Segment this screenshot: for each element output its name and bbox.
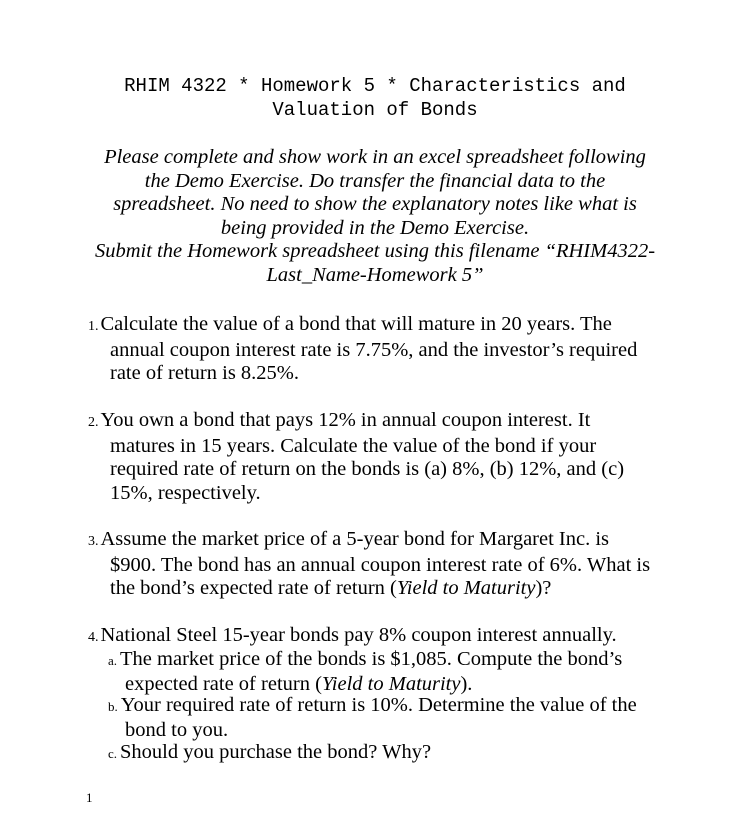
question-text: 15%, respectively. [110,481,261,504]
question-1-line-1 [88,313,688,339]
sub-question-text: ). [460,672,473,695]
question-text: annual coupon interest rate is 7.75%, and the investor’s required [110,338,638,361]
page-number: 1 [86,790,93,805]
question-3-line-1 [88,528,688,554]
question-4a-line-2 [108,673,688,697]
question-4b-line-1 [108,694,688,719]
question-text: rate of return is 8.25%. [110,362,299,384]
instructions-line-1: Please complete and show work in an excel spreadsheet following [104,146,646,168]
instructions-line-4: being provided in the Demo Exercise. [220,216,530,239]
question-text: National Steel 15-year bonds pay 8% coupon interest annually. [100,624,617,646]
question-2-line-1 [88,409,688,435]
question-number: 3. [88,534,99,549]
instructions-line-5: Submit the Homework spreadsheet using this filename “RHIM4322- [94,240,656,262]
sub-question-letter: b. [108,699,118,714]
question-text: the bond’s expected rate of return ( [110,577,397,599]
question-text: required rate of return on the bonds is (a) 8%, (b) 12%, and (c) [110,458,625,480]
instructions-line-3: spreadsheet. No need to show the explanatory notes like what is [113,193,637,215]
question-2 [88,409,688,505]
question-1 [88,313,688,386]
instructions-line-6: Last_Name-Homework 5” [266,263,484,286]
question-number: 1. [88,319,99,334]
instructions-line-2: the Demo Exercise. Do transfer the financial data to the [144,169,606,192]
question-4a-line-1 [108,648,688,673]
title-line-2: Valuation of Bonds [272,99,478,121]
sub-question-text: expected rate of return ( [125,672,322,695]
question-text: You own a bond that pays 12% in annual coupon interest. It [100,409,591,431]
sub-question-letter: c. [108,746,118,761]
question-text: matures in 15 years. Calculate the value of the bond if your [110,434,597,457]
sub-question-text: bond to you. [125,718,229,741]
question-number: 4. [88,630,99,645]
sub-question-text: The market price of the bonds is $1,085. Compute the bond’s [120,648,623,670]
yield-to-maturity-term: Yield to Maturity [321,672,461,695]
question-4c-line-1 [108,741,688,766]
question-text: )? [535,577,552,599]
question-number: 2. [88,415,99,430]
instructions [70,146,680,287]
sub-question-letter: a. [108,653,118,668]
question-4-line-1 [88,624,688,650]
question-3-line-3 [88,577,688,601]
question-text: Assume the market price of a 5-year bond for Margaret Inc. is [100,528,610,550]
page-title [60,74,690,122]
question-4b [108,694,688,742]
yield-to-maturity-term: Yield to Maturity [396,577,536,599]
sub-question-text: Your required rate of return is 10%. Determine the value of the [120,694,637,716]
question-text: $900. The bond has an annual coupon interest rate of 6%. What is [110,553,651,576]
question-3 [88,528,688,601]
sub-question-text: Should you purchase the bond? Why? [120,741,432,763]
question-4 [88,624,688,650]
question-4a [108,648,688,696]
question-text: Calculate the value of a bond that will mature in 20 years. The [100,313,612,335]
question-4c [108,741,688,766]
title-line-1: RHIM 4322 * Homework 5 * Characteristics and [124,75,626,97]
